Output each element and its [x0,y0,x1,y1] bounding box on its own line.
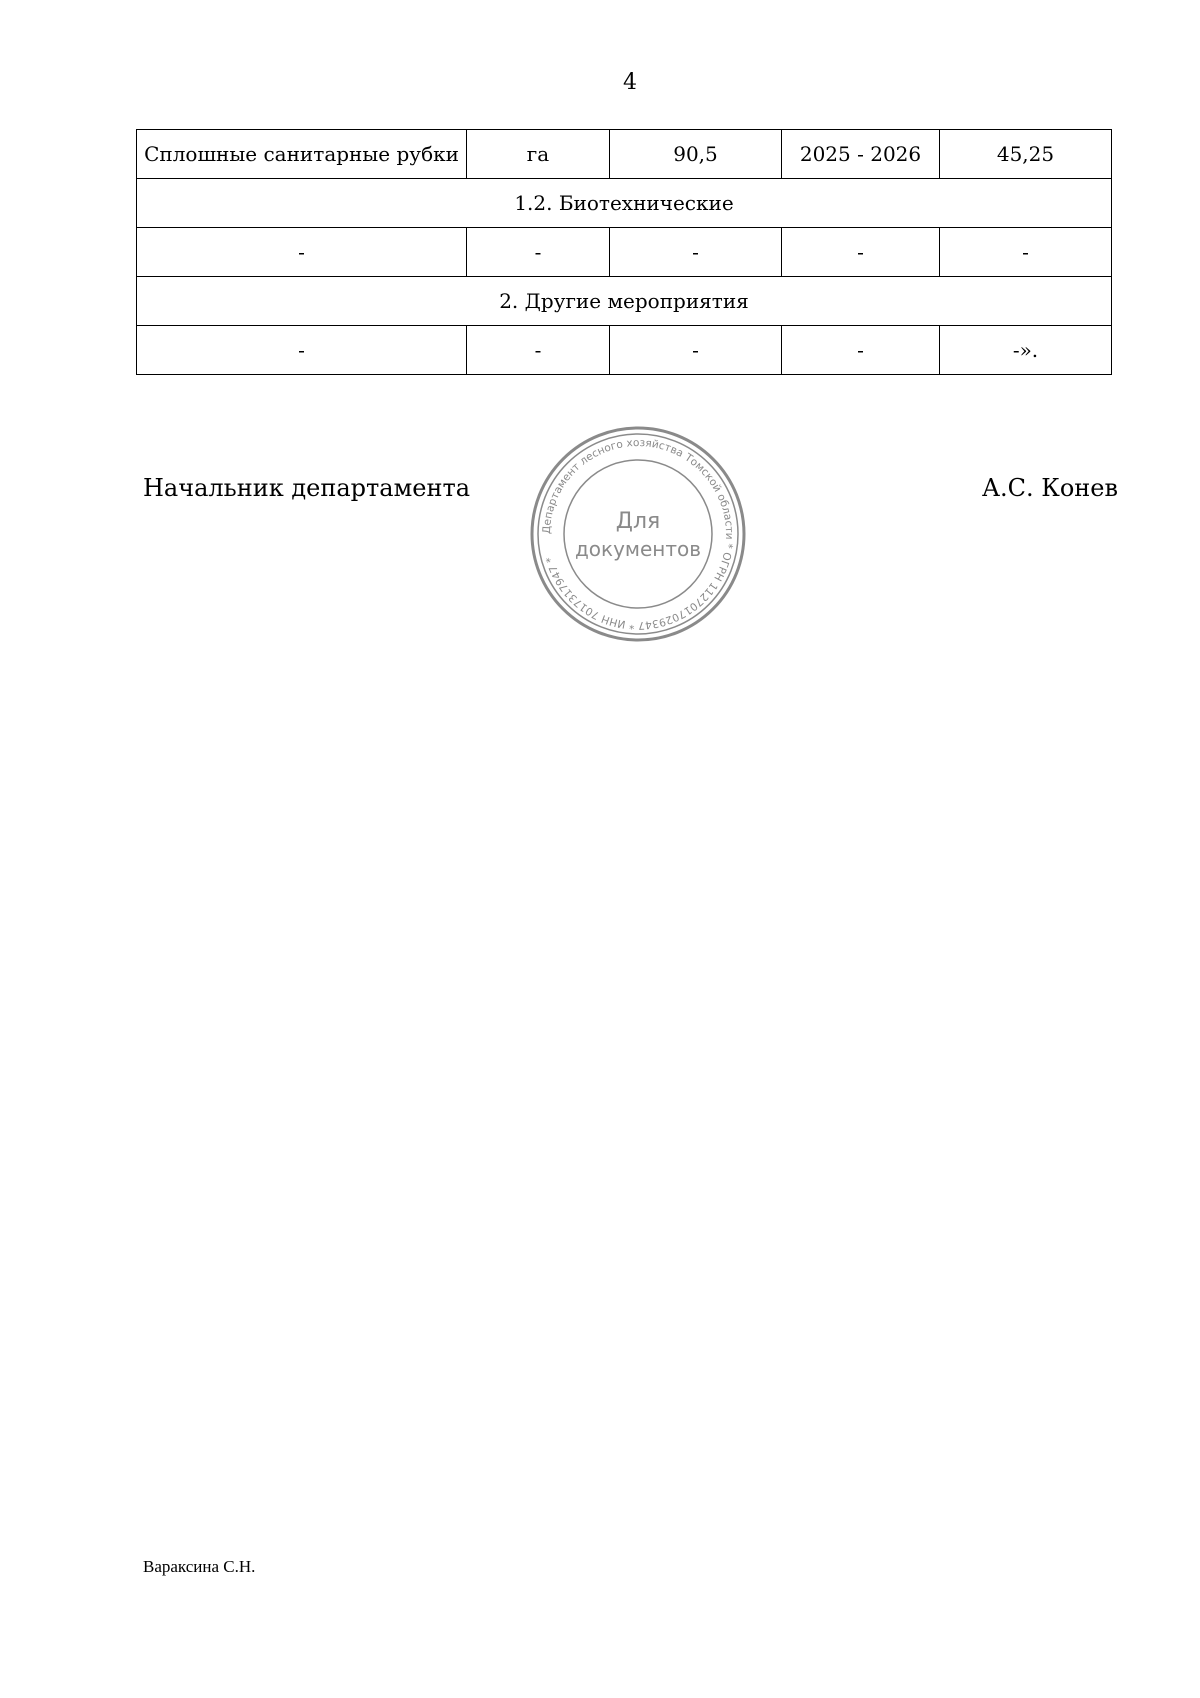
table-cell: -». [940,326,1112,375]
table-cell-volume: 90,5 [610,130,782,179]
table-cell: - [782,228,940,277]
table-cell: - [467,326,610,375]
table-section-row [137,277,1112,326]
executor-name: Вараксина С.Н. [143,1557,256,1576]
table-cell: - [940,228,1112,277]
signatory-title: Начальник департамента [143,474,471,502]
table-cell-unit: га [467,130,610,179]
table-row [137,326,1112,375]
stamp-ring-text: Департамент лесного хозяйства Томской области * ОГРН 1127017029347 * ИНН 7017317947 * [540,436,736,632]
table-cell-measure: Сплошные санитарные рубки [137,130,467,179]
table-cell-annual: 45,25 [940,130,1112,179]
table-cell: - [137,228,467,277]
measures-table [136,129,1112,375]
table-cell: - [467,228,610,277]
stamp-ring [538,434,738,634]
table-cell: - [137,326,467,375]
page-number: 4 [623,70,637,95]
table-row [137,130,1112,179]
stamp-center-line1: Для [615,509,661,534]
table-cell: - [782,326,940,375]
table-cell: - [610,326,782,375]
section-heading: 2. Другие мероприятия [137,277,1112,326]
table-cell-period: 2025 - 2026 [782,130,940,179]
signatory-name: А.С. Конев [981,474,1118,502]
section-heading: 1.2. Биотехнические [137,179,1112,228]
stamp-inner-ring [564,460,712,608]
stamp-center-line2: документов [574,537,702,561]
official-stamp [528,424,748,644]
table-cell: - [610,228,782,277]
table-section-row [137,179,1112,228]
table-row [137,228,1112,277]
